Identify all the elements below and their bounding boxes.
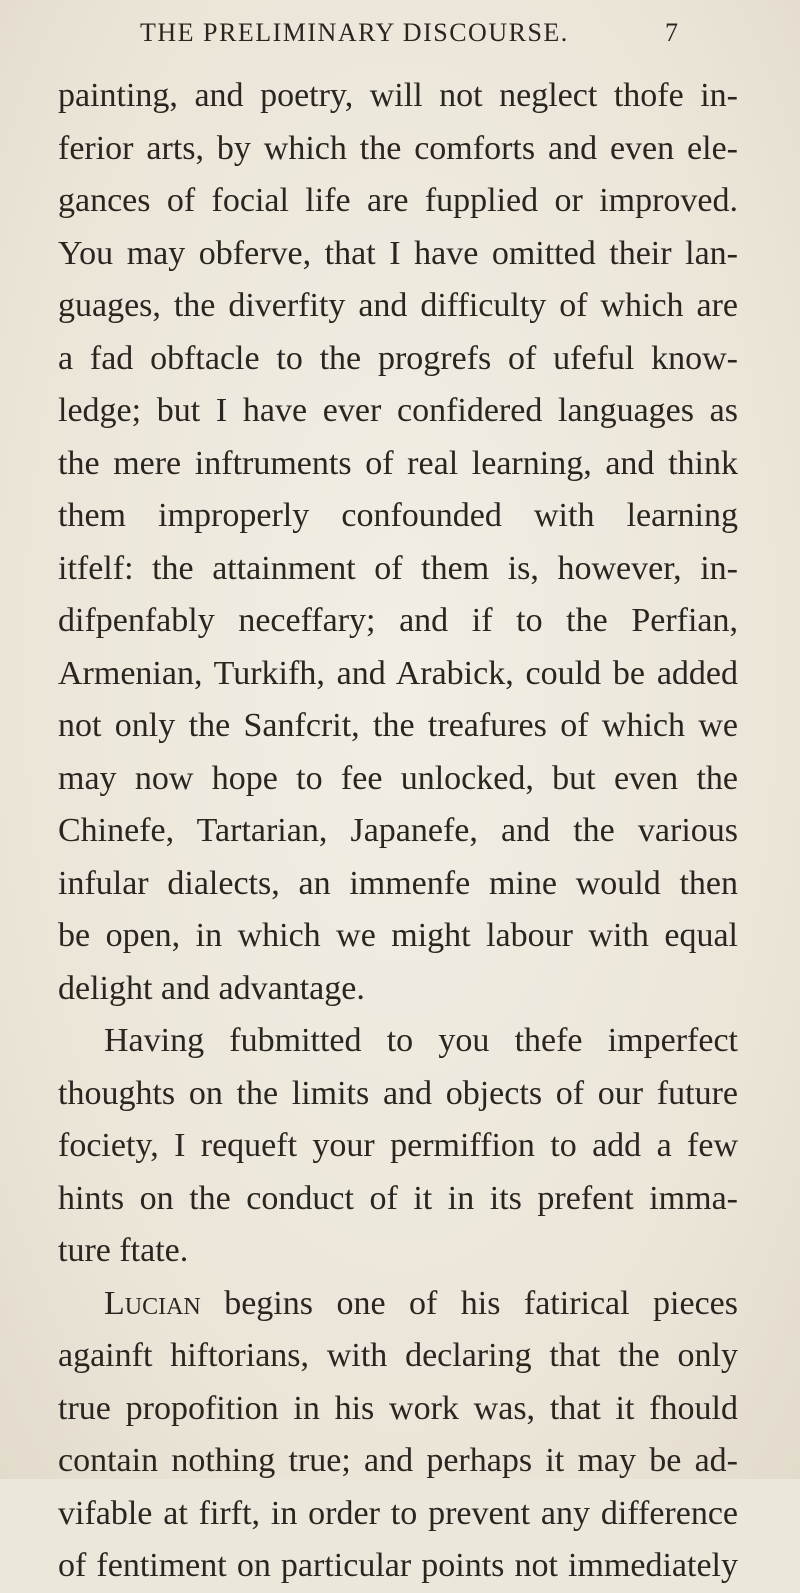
body-text xyxy=(58,70,738,1593)
text-line: be open, in which we might labour with equal xyxy=(58,917,738,954)
text-line: ferior arts, by which the comforts and even ele- xyxy=(58,129,738,167)
text-line: thoughts on the limits and objects of our future xyxy=(58,1074,738,1112)
text-line: infular dialects, an immenfe mine would then xyxy=(58,864,738,902)
text-line: Having fubmitted to you thefe imperfect xyxy=(104,1022,738,1059)
paragraph-3 xyxy=(58,1278,738,1593)
text-line: itfelf: the attainment of them is, however, in- xyxy=(58,549,738,587)
text-line: of fentiment on particular points not immediately xyxy=(58,1547,738,1584)
text-line: hints on the conduct of it in its prefent imma- xyxy=(58,1179,738,1217)
text-line: difpenfably neceffary; and if to the Perfian, xyxy=(58,602,738,639)
text-fragment: begins one of his fatirical pieces xyxy=(200,1284,738,1322)
text-line: contain nothing true; and perhaps it may be ad- xyxy=(58,1442,738,1479)
text-line: a fad obftacle to the progrefs of ufeful know- xyxy=(58,339,738,377)
text-line: ledge; but I have ever confidered languages as xyxy=(58,392,738,429)
page-number: 7 xyxy=(665,18,678,47)
text-line: gances of focial life are fupplied or improved. xyxy=(58,182,738,219)
small-caps-name: Lucian xyxy=(104,1284,201,1322)
paragraph-2 xyxy=(58,1015,738,1278)
running-head xyxy=(0,14,800,54)
running-title: THE PRELIMINARY DISCOURSE. xyxy=(140,18,569,47)
text-line: painting, and poetry, will not neglect thofe in- xyxy=(58,77,738,114)
text-line: You may obferve, that I have omitted their lan- xyxy=(58,234,738,272)
text-line: Chinefe, Tartarian, Japanefe, and the various xyxy=(58,812,738,849)
text-line xyxy=(58,1278,738,1331)
text-line: guages, the diverfity and difficulty of which are xyxy=(58,287,738,324)
text-line: may now hope to fee unlocked, but even the xyxy=(58,759,738,797)
text-line: delight and advantage. xyxy=(58,969,365,1007)
text-line: not only the Sanfcrit, the treafures of which we xyxy=(58,707,738,744)
text-line: againft hiftorians, with declaring that the only xyxy=(58,1337,738,1374)
text-line: true propofition in his work was, that it fhould xyxy=(58,1389,738,1427)
paragraph-1 xyxy=(58,70,738,1015)
text-line: vifable at firft, in order to prevent any difference xyxy=(58,1494,738,1532)
text-line: the mere inftruments of real learning, and think xyxy=(58,444,738,482)
text-line: ture ftate. xyxy=(58,1232,189,1269)
text-line: them improperly confounded with learning xyxy=(58,497,738,534)
text-line: Armenian, Turkifh, and Arabick, could be added xyxy=(58,654,738,692)
text-line: fociety, I requeft your permiffion to add a few xyxy=(58,1127,738,1164)
